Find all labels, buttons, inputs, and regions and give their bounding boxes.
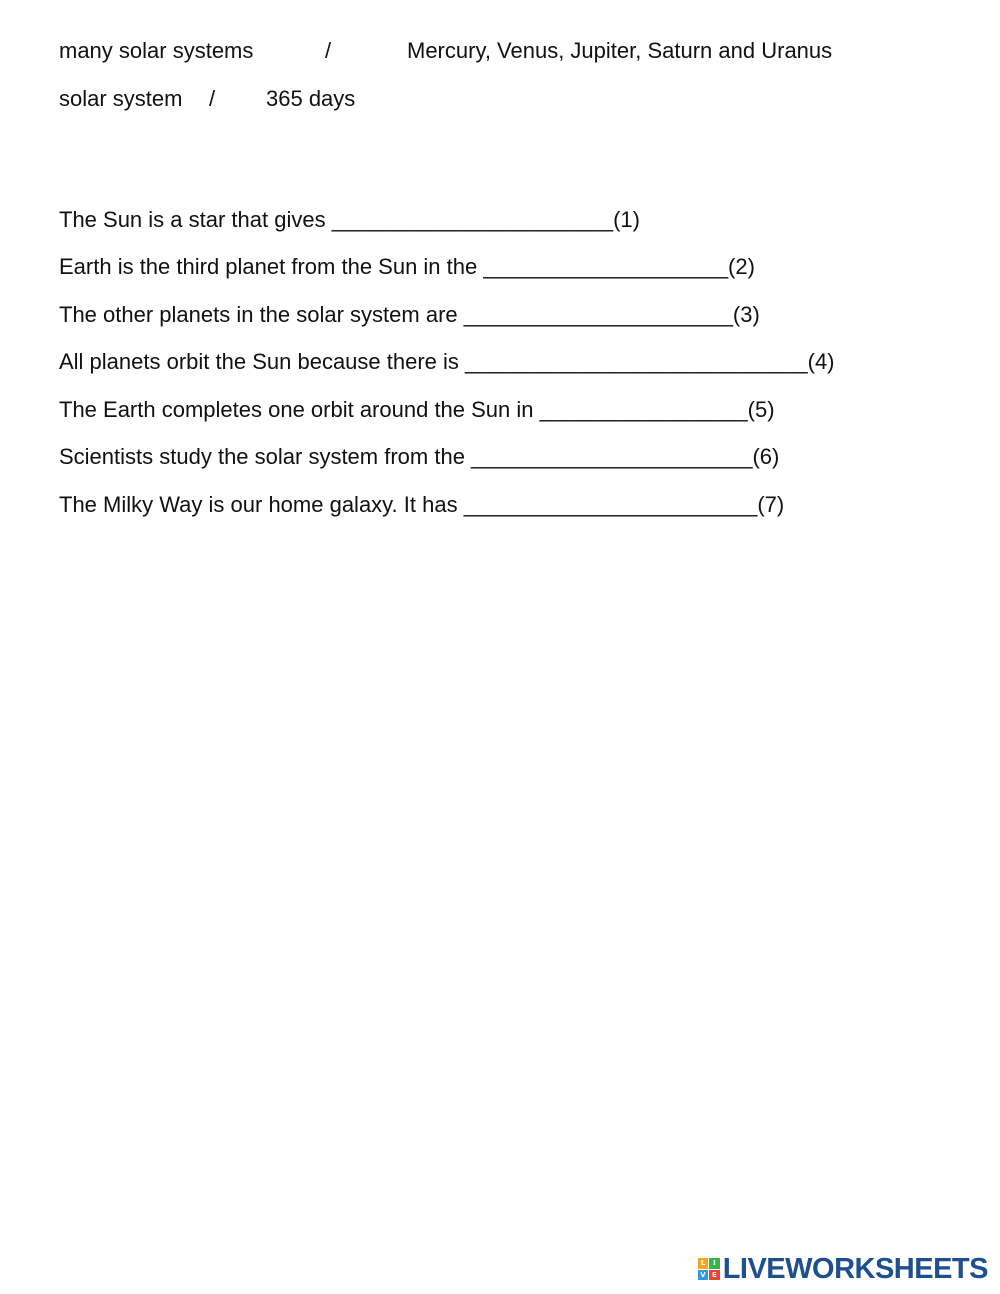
word-bank-line-1 [59, 38, 939, 64]
logo-mark-v: V [698, 1270, 709, 1281]
liveworksheets-logo [698, 1254, 988, 1284]
question-5: The Earth completes one orbit around the Sun in _________________(5) [59, 397, 775, 422]
word-bank-item-planets: Mercury, Venus, Jupiter, Saturn and Uranus [407, 38, 833, 63]
logo-mark-i: I [709, 1258, 720, 1269]
word-bank-line-2 [59, 86, 459, 112]
logo-mark-l: L [698, 1258, 709, 1269]
word-bank-separator: / [209, 86, 216, 111]
question-6: Scientists study the solar system from the _______________________(6) [59, 444, 780, 469]
word-bank-item-solar-system: solar system [59, 86, 183, 111]
question-2: Earth is the third planet from the Sun in the ____________________(2) [59, 254, 755, 279]
word-bank-separator: / [325, 38, 332, 63]
question-7: The Milky Way is our home galaxy. It has ________________________(7) [59, 492, 785, 517]
word-bank-item-365-days: 365 days [266, 86, 356, 111]
liveworksheets-logo-text: LIVEWORKSHEETS [722, 1252, 988, 1285]
question-3: The other planets in the solar system are ______________________(3) [59, 302, 760, 327]
logo-mark-e: E [709, 1270, 720, 1281]
liveworksheets-logo-icon [698, 1258, 720, 1280]
word-bank-item-many-solar-systems: many solar systems [59, 38, 254, 63]
question-1: The Sun is a star that gives _______________________(1) [59, 207, 640, 232]
question-4: All planets orbit the Sun because there is ____________________________(4) [59, 349, 835, 374]
